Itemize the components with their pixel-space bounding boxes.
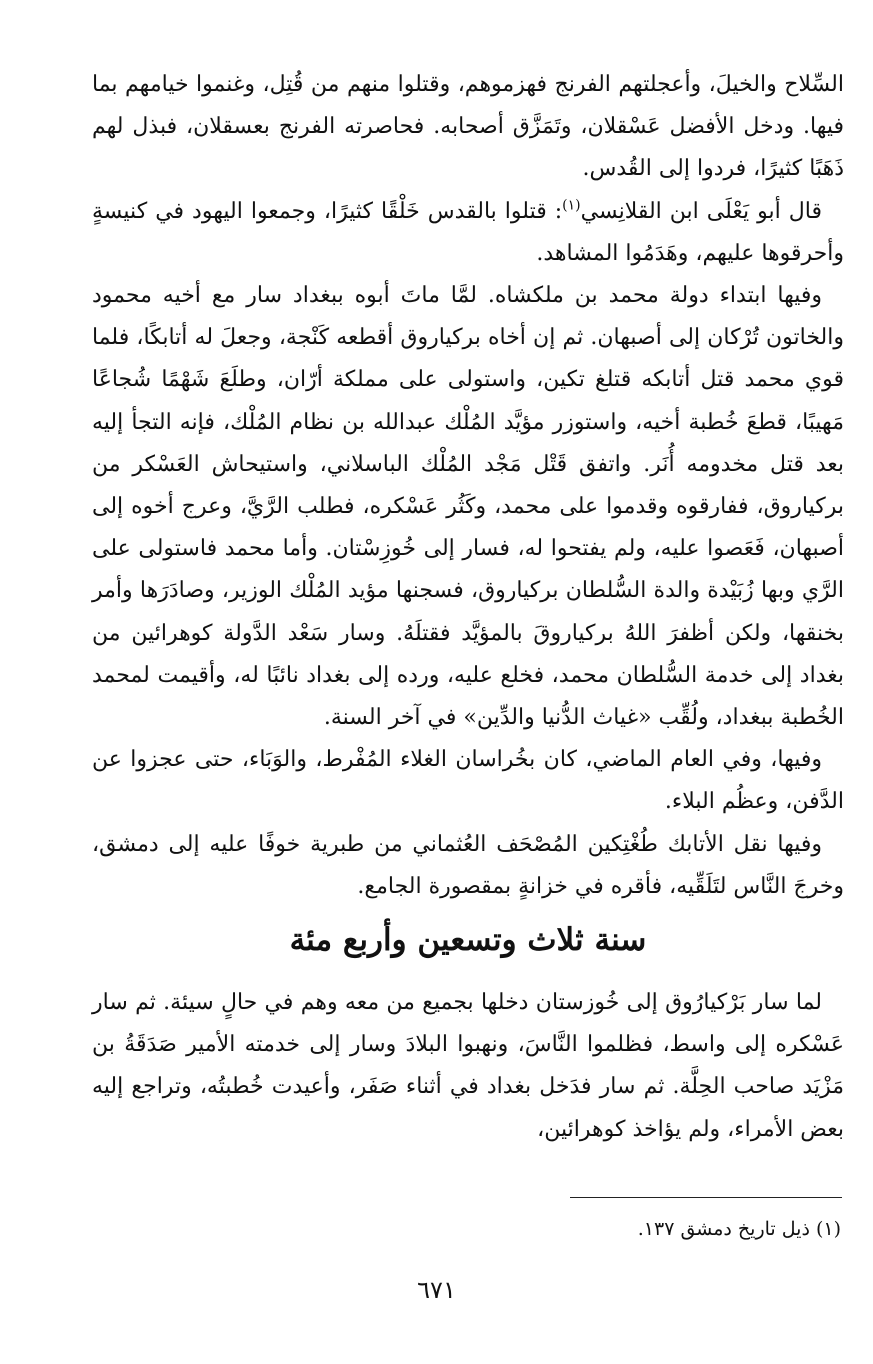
paragraph-4: وفيها، وفي العام الماضي، كان بخُراسان الغلاء المُفْرط، والوَبَاء، حتى عجزوا عن الدَّفن، وعظُم البلاء. <box>92 747 844 815</box>
paragraph-1: السِّلاح والخيلَ، وأعجلتهم الفرنج فهزموهم، وقتلوا منهم من قُتِل، وغنموا خيامهم بما فيها. ودخل الأفضل عَسْقلان، وتَمَزَّق أصحابه. فحاصرته الفرنج بعسقلان، فبذل لهم ذَهَبًا كثيرًا، فردوا إلى القُدس. <box>92 72 844 182</box>
footnote-divider <box>570 1197 842 1198</box>
paragraph-5: وفيها نقل الأتابك طُغْتِكين المُصْحَف العُثماني من طبرية خوفًا عليه إلى دمشق، وخرجَ النَّاس لتَلَقِّيه، فأقره في خزانةٍ بمقصورة الجامع. <box>92 831 844 899</box>
paragraph-2-start: قال أبو يَعْلَى ابن القلانِسي <box>580 198 822 224</box>
page-number: ٦٧١ <box>417 1276 456 1304</box>
paragraph-2 <box>92 191 844 275</box>
footnote: (١) ذيل تاريخ دمشق ١٣٧. <box>637 1218 841 1240</box>
paragraph-2-end: : قتلوا بالقدس خَلْقًا كثيرًا، وجمعوا اليهود في كنيسةٍ وأحرقوها عليهم، وهَدَمُوا المشاهد. <box>92 198 844 266</box>
paragraph-3: وفيها ابتداء دولة محمد بن ملكشاه. لمَّا ماتَ أبوه ببغداد سار مع أخيه محمود والخاتون تُرْكان إلى أصبهان. ثم إن أخاه بركياروق أقطعه كَنْجة، وجعلَ له أتابكًا، فلما قوي محمد قتل أتابكه قتلغ تكين، واستولى على مملكة أرّان، وطلَعَ شَهْمًا شُجاعًا مَهيبًا، قطعَ خُطبة أخيه، واستوزر مؤيَّد المُلْك عبدالله بن نظام المُلْك، فإنه التجأ إليه بعد قتل مخدومه أُنَر. واتفق قَتْل مَجْد المُلْك الباسلاني، واستيحاش العَسْكر من بركياروق، ففارقوه وقدموا على محمد، وكَثُر عَسْكره، فطلب الرَّيَّ، وعرج أخوه إلى أصبهان، فَعَصوا عليه، ولم يفتحوا له، فسار إلى خُوزِسْتان. وأما محمد فاستولى على الرَّي وبها زُبَيْدة والدة السُّلطان بركياروق، فسجنها مؤيد المُلْك الوزير، وصادَرَها وأمر بخنقها، ولكن أظفرَ اللهُ بركياروقَ بالمؤيَّد فقتلَهُ. وسار سَعْد الدَّولة كوهرائين من بغداد إلى خدمة السُّلطان محمد، فخلع عليه، ورده إلى بغداد نائبًا له، وأقيمت لمحمد الخُطبة ببغداد، ولُقِّب «غياث الدُّنيا والدِّين» في آخر السنة. <box>92 283 844 731</box>
section-heading: سنة ثلاث وتسعين وأربع مئة <box>289 922 647 959</box>
page-body <box>92 64 844 1151</box>
footnote-reference[interactable]: (١) <box>562 197 581 214</box>
paragraph-6: لما سار بَرْكيارُوق إلى خُوزستان دخلها بجميع من معه وهم في حالٍ سيئة. ثم سار عَسْكره إلى واسط، فظلموا النَّاسَ، ونهبوا البلادَ وسار إلى خدمته الأمير صَدَقَةُ بن مَزْيَد صاحب الحِلَّة. ثم سار فدَخل بغداد في أثناء صَفَر، وأعيدت خُطبتُه، وتراجع إليه بعض الأمراء، ولم يؤاخذ كوهرائين، <box>92 990 844 1142</box>
